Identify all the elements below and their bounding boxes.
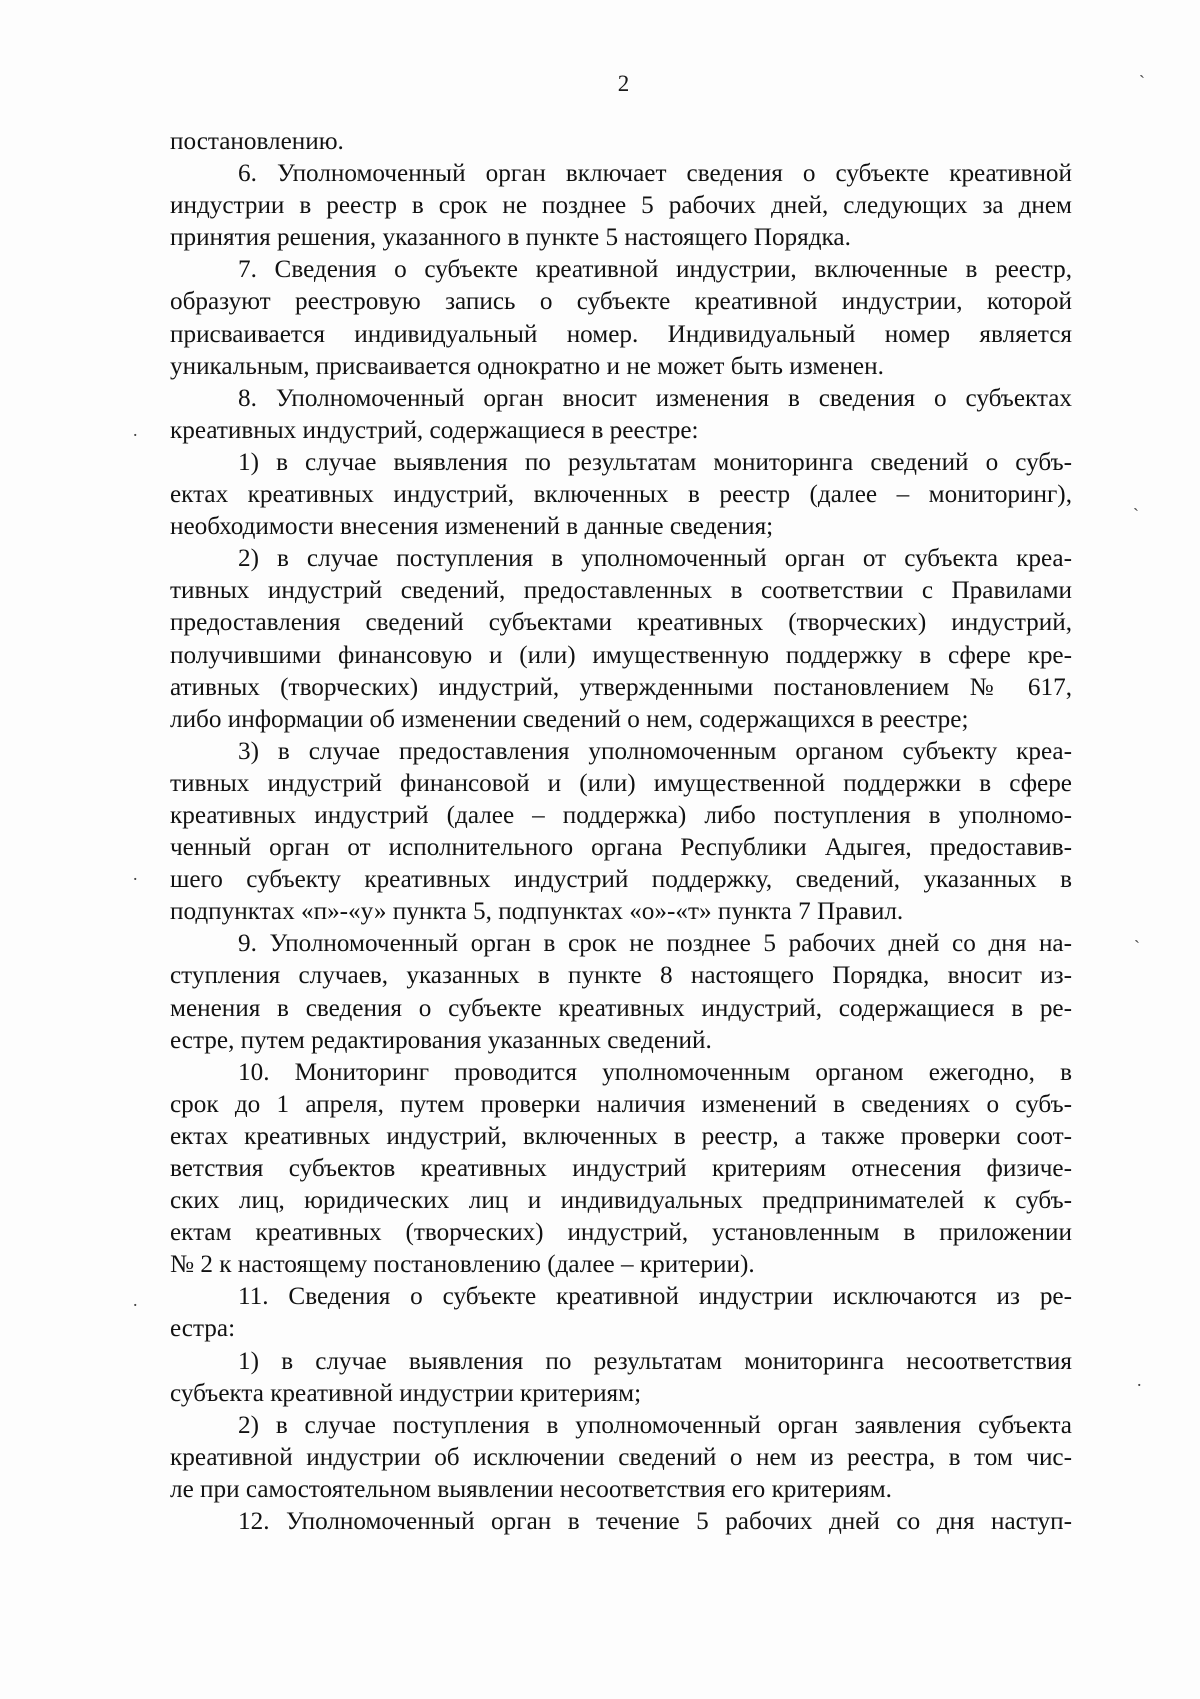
- text-line: 2) в случае поступления в уполномоченный орган заявления субъекта: [238, 1411, 1072, 1439]
- text-line: ских лиц, юридических лиц и индивидуальных предпринимателей к субъ-: [170, 1187, 1072, 1215]
- scan-speck: .: [133, 420, 138, 440]
- scan-speck: `: [1139, 72, 1145, 92]
- scan-speck: .: [133, 864, 138, 884]
- text-line: ектах креативных индустрий, включенных в реестр, а также проверки соот-: [170, 1122, 1072, 1150]
- text-line: 3) в случае предоставления уполномоченным органом субъекту креа-: [238, 737, 1072, 765]
- text-line: 11. Сведения о субъекте креативной индустрии исключаются из ре-: [238, 1283, 1072, 1311]
- text-line: 1) в случае выявления по результатам мониторинга несоответствия: [238, 1347, 1072, 1375]
- text-line: образуют реестровую запись о субъекте креативной индустрии, которой: [170, 288, 1072, 316]
- text-line: предоставления сведений субъектами креативных (творческих) индустрий,: [170, 609, 1072, 637]
- scan-speck: `: [1134, 937, 1140, 957]
- text-line: ектах креативных индустрий, включенных в реестр (далее – мониторинг),: [170, 481, 1072, 509]
- text-line: естра:: [170, 1315, 236, 1343]
- text-line: тивных индустрий сведений, предоставленных в соответствии с Правилами: [170, 577, 1072, 605]
- text-line: получившими финансовую и (или) имущественную поддержку в сфере кре-: [170, 641, 1072, 669]
- text-line: ативных (творческих) индустрий, утвержденными постановлением № 617,: [170, 673, 1072, 701]
- text-line: 7. Сведения о субъекте креативной индустрии, включенные в реестр,: [238, 256, 1072, 284]
- text-line: шего субъекту креативных индустрий поддержку, сведений, указанных в: [170, 866, 1072, 894]
- text-line: подпунктах «п»-«у» пункта 5, подпунктах «о»-«т» пункта 7 Правил.: [170, 898, 904, 926]
- text-line: 1) в случае выявления по результатам мониторинга сведений о субъ-: [238, 448, 1072, 476]
- text-line: присваивается индивидуальный номер. Индивидуальный номер является: [170, 320, 1072, 348]
- text-line: либо информации об изменении сведений о нем, содержащихся в реестре;: [170, 705, 969, 733]
- document-body: [170, 126, 1072, 1538]
- text-line: 9. Уполномоченный орган в срок не позднее 5 рабочих дней со дня на-: [238, 930, 1072, 958]
- text-line: ченный орган от исполнительного органа Республики Адыгея, предоставив-: [170, 834, 1072, 862]
- text-line: 12. Уполномоченный орган в течение 5 рабочих дней со дня наступ-: [238, 1508, 1072, 1536]
- text-line: ветствия субъектов креативных индустрий критериям отнесения физиче-: [170, 1155, 1072, 1182]
- text-line: 2) в случае поступления в уполномоченный орган от субъекта креа-: [238, 545, 1072, 573]
- text-line: ступления случаев, указанных в пункте 8 настоящего Порядка, вносит из-: [170, 962, 1072, 990]
- text-line: креативных индустрий (далее – поддержка) либо поступления в уполномо-: [170, 801, 1072, 829]
- text-line: тивных индустрий финансовой и (или) имущественной поддержки в сфере: [170, 769, 1072, 797]
- text-line: 6. Уполномоченный орган включает сведения о субъекте креативной: [238, 160, 1072, 188]
- text-line: ле при самостоятельном выявлении несоответствия его критериям.: [170, 1475, 892, 1503]
- text-line: 8. Уполномоченный орган вносит изменения в сведения о субъектах: [238, 384, 1072, 412]
- text-line: постановлению.: [170, 128, 344, 155]
- scan-speck: .: [133, 1290, 138, 1310]
- text-line: креативных индустрий, содержащиеся в реестре:: [170, 416, 699, 444]
- text-line: ектам креативных (творческих) индустрий, установленным в приложении: [170, 1219, 1072, 1247]
- scan-speck: `: [1133, 505, 1139, 525]
- text-line: менения в сведения о субъекте креативных индустрий, содержащиеся в ре-: [170, 994, 1072, 1022]
- text-line: субъекта креативной индустрии критериям;: [170, 1379, 642, 1407]
- text-line: необходимости внесения изменений в данные сведения;: [170, 513, 774, 541]
- text-line: срок до 1 апреля, путем проверки наличия изменений в сведениях о субъ-: [170, 1090, 1072, 1118]
- text-line: индустрии в реестр в срок не позднее 5 рабочих дней, следующих за днем: [170, 192, 1072, 220]
- scan-speck: .: [1137, 1370, 1142, 1390]
- text-line: креативной индустрии об исключении сведений о нем из реестра, в том чис-: [170, 1443, 1072, 1471]
- page-number: 2: [617, 71, 630, 96]
- text-line: уникальным, присваивается однократно и не может быть изменен.: [170, 352, 884, 380]
- text-line: 10. Мониторинг проводится уполномоченным органом ежегодно, в: [238, 1058, 1072, 1086]
- text-line: № 2 к настоящему постановлению (далее – критерии).: [170, 1251, 755, 1279]
- text-line: принятия решения, указанного в пункте 5 настоящего Порядка.: [170, 224, 851, 252]
- text-line: естре, путем редактирования указанных сведений.: [170, 1026, 712, 1054]
